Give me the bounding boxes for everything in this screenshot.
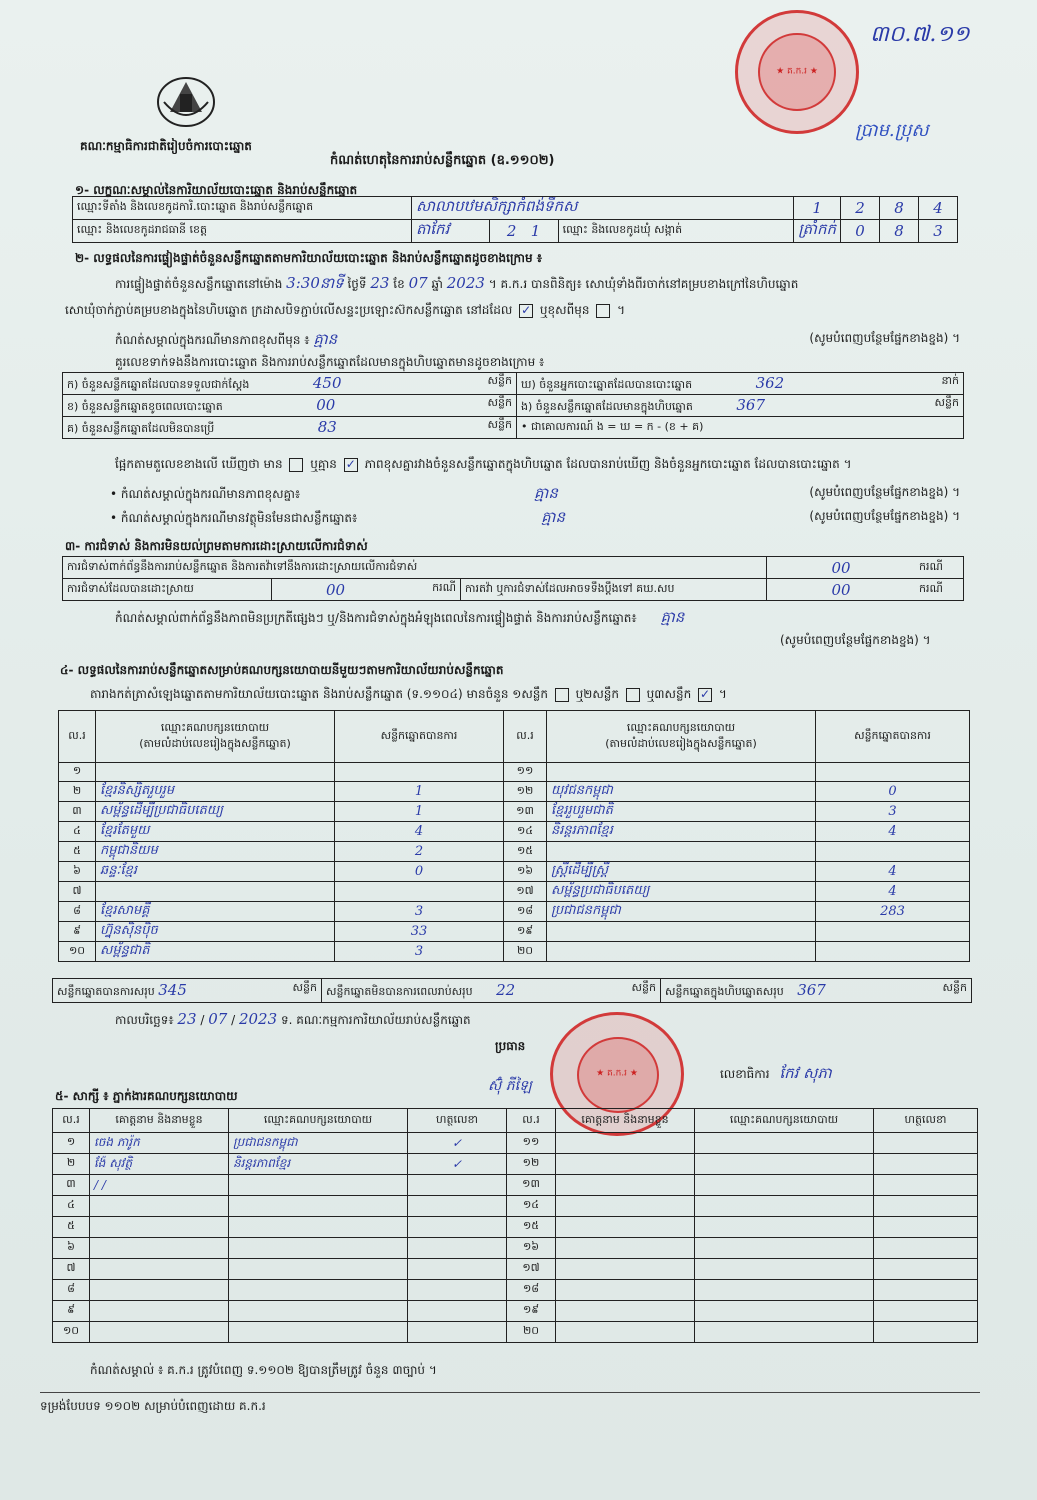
- result-votes: 0: [816, 782, 970, 802]
- witness-no: ៩: [53, 1301, 90, 1322]
- secretary: លេខាធិការ កែវ សុភា: [720, 1064, 832, 1082]
- s1-code-b3: 3: [919, 220, 958, 243]
- witness-party: [695, 1175, 874, 1196]
- s2-row-d: ឃ) ចំនួនអ្នកបោះឆ្នោតដែលបានបោះឆ្នោត 362 នាក់: [517, 373, 964, 395]
- result-votes: 3: [816, 802, 970, 822]
- witness-name: [90, 1259, 229, 1280]
- witness-name: ង៉ែ សុវត្ថិ: [90, 1154, 229, 1175]
- witness-no: ៥: [53, 1217, 90, 1238]
- result-no: ១: [59, 763, 96, 782]
- witness-signature: [874, 1133, 978, 1154]
- witness-signature: [874, 1301, 978, 1322]
- col-no: ល.រ: [59, 711, 96, 763]
- unchanged-checkbox[interactable]: ✓: [521, 302, 532, 317]
- result-votes: 0: [335, 862, 504, 882]
- result-votes: [816, 922, 970, 942]
- result-no: ៤: [59, 822, 96, 842]
- witness-signature: ✓: [408, 1133, 507, 1154]
- result-votes: 3: [335, 902, 504, 922]
- result-row: [59, 842, 970, 862]
- result-party: និរន្តរភាពខ្មែរ: [547, 822, 816, 842]
- witness-name: [556, 1154, 695, 1175]
- witness-name: [90, 1238, 229, 1259]
- witness-no: ៨: [53, 1280, 90, 1301]
- w-col-no-2: ល.រ: [507, 1109, 556, 1133]
- witness-name: [90, 1301, 229, 1322]
- result-party: ប្រជាជនកម្ពុជា: [547, 902, 816, 922]
- witness-signature: [874, 1322, 978, 1343]
- stamp-note: ប្រាម.ប្រុស: [855, 120, 929, 141]
- s2-row-a: ក) ចំនួនសន្លឹកឆ្នោតដែលបានទទួលជាក់ស្តែង 450 សន្លឹក: [63, 373, 517, 395]
- witness-no: ១: [53, 1133, 90, 1154]
- witness-row: [53, 1133, 978, 1154]
- witness-row: [53, 1154, 978, 1175]
- witness-row: [53, 1238, 978, 1259]
- witness-signature: [874, 1280, 978, 1301]
- witness-party: [695, 1154, 874, 1175]
- diff-no-checkbox[interactable]: ✓: [345, 456, 356, 471]
- witness-party: [695, 1217, 874, 1238]
- section1-title: ១- លក្ខណៈសម្គាល់នៃការិយាល័យបោះឆ្នោត និងរាប់សន្លឹកឆ្នោត: [75, 183, 358, 197]
- sheet3-checkbox[interactable]: ✓: [700, 686, 711, 701]
- s3-row1-value: 00: [767, 557, 916, 579]
- section3-title: ៣- ការជំទាស់ និងការមិនយល់ព្រមតាមការដោះស្រាយលើការជំទាស់: [65, 539, 368, 553]
- result-row: [59, 802, 970, 822]
- witness-row: [53, 1280, 978, 1301]
- witness-no: ១៦: [507, 1238, 556, 1259]
- witness-party: [229, 1280, 408, 1301]
- section4-title: ៤- លទ្ធផលនៃការរាប់សន្លឹកឆ្នោតសម្រាប់គណបក្សនយោបាយនីមួយៗតាមការិយាល័យរាប់សន្លឹកឆ្នោត: [60, 663, 504, 677]
- witness-name: [556, 1196, 695, 1217]
- stamp-date: ៣០.៧.១១: [870, 22, 970, 47]
- witness-name: ចេង ភារ៉ូក: [90, 1133, 229, 1154]
- witness-party: [229, 1175, 408, 1196]
- witness-signature: [408, 1280, 507, 1301]
- results-table: [58, 710, 970, 962]
- s1-code-3: 8: [880, 197, 919, 220]
- witness-no: ១២: [507, 1154, 556, 1175]
- witness-row: [53, 1196, 978, 1217]
- form-title: កំណត់ហេតុនៃការរាប់សន្លឹកឆ្នោត (ឧ.១១០២): [330, 153, 555, 168]
- result-row: [59, 882, 970, 902]
- result-party: សម្ព័ន្ធជាតិ: [96, 942, 335, 962]
- witness-signature: [408, 1301, 507, 1322]
- s1-code-2: 2: [841, 197, 880, 220]
- witness-party: [229, 1259, 408, 1280]
- witness-signature: [874, 1238, 978, 1259]
- s2-row-e: ង) ចំនួនសន្លឹកឆ្នោតដែលមានក្នុងហិបឆ្នោត 367 សន្លឹក: [517, 395, 964, 417]
- result-party: ហ្វ៊ុនស៊ិនប៉ិច: [96, 922, 335, 942]
- s3-row1-unit: ករណី: [915, 557, 964, 579]
- s1-row2-value: តាកែវ: [412, 220, 490, 243]
- witness-name: [556, 1217, 695, 1238]
- result-no: ១១: [504, 763, 547, 782]
- result-no: ៥: [59, 842, 96, 862]
- s1-row2-value-b: ត្រាំកក់: [794, 220, 841, 243]
- s3-table: [62, 556, 964, 601]
- result-votes: [816, 842, 970, 862]
- s2-line2: សោឃុំចាក់ភ្ជាប់គម្របខាងក្នុងនៃហិបឆ្នោត ក្រដាសបិទភ្ជាប់លើសន្ទះប្រឡោះស៊កសន្លឹកឆ្នោត នៅដដែល ✓ ឬខុសពីមុន ។: [65, 302, 626, 317]
- result-party: យុវជនកម្ពុជា: [547, 782, 816, 802]
- witness-signature: [408, 1322, 507, 1343]
- s4-intro: តារាងកត់ត្រាសំឡេងឆ្នោតតាមការិយាល័យបោះឆ្នោត និងរាប់សន្លឹកឆ្នោត (ទ.១១០៤) មានចំនួន ១សន្លឹក ឬ២សន្លឹក ឬ៣សន្លឹក ✓ ។: [90, 686, 727, 701]
- result-votes: [335, 763, 504, 782]
- s1-code-b1: 0: [841, 220, 880, 243]
- s2-line1: ការផ្ទៀងផ្ទាត់ចំនួនសន្លឹកឆ្នោតនៅម៉ោង 3:30នាទី ថ្ងៃទី 23 ខែ 07 ឆ្នាំ 2023 ។ គ.ក.រ បានពិនិត្យ៖ សោឃុំទាំងពីរចាក់នៅគម្របខាងក្រៅនៃហិបឆ្នោត: [115, 274, 799, 292]
- witness-party: [229, 1217, 408, 1238]
- result-no: ១៦: [504, 862, 547, 882]
- witness-row: [53, 1217, 978, 1238]
- witness-name: [556, 1322, 695, 1343]
- witness-name: [556, 1259, 695, 1280]
- s3-row2-value-b: 00: [767, 579, 916, 601]
- result-party: ខ្មែរនិស្សិតរួបរួម: [96, 782, 335, 802]
- w-col-name-2: គោត្តនាម និងនាមខ្លួន: [556, 1109, 695, 1133]
- result-party: [547, 763, 816, 782]
- result-votes: 3: [335, 942, 504, 962]
- witness-party: និរន្តរភាពខ្មែរ: [229, 1154, 408, 1175]
- witness-no: ៤: [53, 1196, 90, 1217]
- witness-no: ១០: [53, 1322, 90, 1343]
- witness-signature: [408, 1259, 507, 1280]
- result-no: ១៧: [504, 882, 547, 902]
- result-votes: [335, 882, 504, 902]
- witness-no: ១៥: [507, 1217, 556, 1238]
- witness-party: [695, 1196, 874, 1217]
- totals-table: [52, 978, 972, 1003]
- s2-bullet2: • កំណត់សម្គាល់ក្នុងករណីមានវត្ថុមិនមែនជាសន្លឹកឆ្នោត៖ គ្មាន (សូមបំពេញបន្ថែមផ្នែកខាងខ្នង) ។: [110, 508, 960, 526]
- result-no: ២០: [504, 942, 547, 962]
- witness-name: [556, 1175, 695, 1196]
- result-party: [547, 942, 816, 962]
- s2-note: កំណត់សម្គាល់ក្នុងករណីមានភាពខុសពីមុន ៖ គ្មាន (សូមបំពេញបន្ថែមផ្នែកខាងខ្នង) ។: [115, 330, 960, 348]
- result-party: ឆន្ទៈខ្មែរ: [96, 862, 335, 882]
- president-label: ប្រធាន: [495, 1039, 526, 1053]
- s5-note: កំណត់សម្គាល់ ៖ គ.ក.រ ត្រូវបំពេញ ទ.១១០២ ឱ្យបានត្រឹមត្រូវ ចំនួន ៣ច្បាប់ ។: [90, 1363, 437, 1377]
- committee-seal-icon: ★ គ.ក.រ ★: [550, 1012, 684, 1136]
- s4-date: កាលបរិច្ឆេទ៖ 23 / 07 / 2023 ទ. គណៈកម្មការការិយាល័យរាប់សន្លឹកឆ្នោត: [115, 1010, 471, 1028]
- witness-party: [229, 1301, 408, 1322]
- witness-party: [229, 1238, 408, 1259]
- w-col-sign-2: ហត្ថលេខា: [874, 1109, 978, 1133]
- result-party: [547, 842, 816, 862]
- s3-row2-unit-b: ករណី: [915, 579, 964, 601]
- witness-signature: [874, 1175, 978, 1196]
- footer-text: ទម្រង់បែបបទ ១១០២ សម្រាប់បំពេញដោយ គ.ក.រ: [40, 1399, 266, 1413]
- result-no: ១៩: [504, 922, 547, 942]
- result-party: [96, 763, 335, 782]
- witness-party: [695, 1238, 874, 1259]
- result-votes: 4: [816, 882, 970, 902]
- result-votes: 1: [335, 782, 504, 802]
- result-no: ១៣: [504, 802, 547, 822]
- result-party: ស្ត្រីដើម្បីស្ត្រី: [547, 862, 816, 882]
- witness-name: [90, 1196, 229, 1217]
- result-votes: 4: [816, 822, 970, 842]
- result-votes: 1: [335, 802, 504, 822]
- s3-row2-value-cell: 00 ករណី: [272, 579, 461, 601]
- witness-no: ២: [53, 1154, 90, 1175]
- witness-name: / /: [90, 1175, 229, 1196]
- witness-no: ១៩: [507, 1301, 556, 1322]
- witness-name: [556, 1280, 695, 1301]
- witness-row: [53, 1259, 978, 1280]
- col-party: ឈ្មោះគណបក្សនយោបាយ (តាមលំដាប់លេខរៀងក្នុងសន្លឹកឆ្នោត): [96, 711, 335, 763]
- s3-hint: (សូមបំពេញបន្ថែមផ្នែកខាងខ្នង) ។: [780, 633, 931, 647]
- witness-signature: [874, 1154, 978, 1175]
- result-no: ១៨: [504, 902, 547, 922]
- col-party-2: ឈ្មោះគណបក្សនយោបាយ (តាមលំដាប់លេខរៀងក្នុងសន្លឹកឆ្នោត): [547, 711, 816, 763]
- result-party: [96, 882, 335, 902]
- result-row: [59, 942, 970, 962]
- result-row: [59, 862, 970, 882]
- s1-row2-label: ឈ្មោះ និងលេខកូដរាជធានី ខេត្ត: [73, 220, 412, 243]
- w-col-sign: ហត្ថលេខា: [408, 1109, 507, 1133]
- result-party: ខ្មែរតែមួយ: [96, 822, 335, 842]
- s3-note: កំណត់សម្គាល់ពាក់ព័ន្ធនឹងភាពមិនប្រក្រតីផ្សេងៗ ឬ/និងការជំទាស់ក្នុងអំឡុងពេលនៃការផ្ទៀងផ្ទាត់ និងការរាប់សន្លឹកឆ្នោត៖ គ្មាន: [115, 608, 685, 626]
- result-party: សម្ព័ន្ធដើម្បីប្រជាធិបតេយ្យ: [96, 802, 335, 822]
- w-col-no: ល.រ: [53, 1109, 90, 1133]
- witness-row: [53, 1175, 978, 1196]
- changed-checkbox[interactable]: [596, 304, 610, 318]
- result-party: សម្ព័ន្ធប្រជាធិបតេយ្យ: [547, 882, 816, 902]
- s2-row-formula: • ជាគោលការណ៍ ង = ឃ = ក - (ខ + គ): [517, 417, 964, 439]
- result-no: ៩: [59, 922, 96, 942]
- witness-row: [53, 1322, 978, 1343]
- witness-party: [695, 1280, 874, 1301]
- sheet1-checkbox[interactable]: [555, 688, 569, 702]
- result-votes: [816, 942, 970, 962]
- witness-no: ១៣: [507, 1175, 556, 1196]
- col-no-2: ល.រ: [504, 711, 547, 763]
- witness-signature: [408, 1175, 507, 1196]
- sheet2-checkbox[interactable]: [626, 688, 640, 702]
- s2-row-c: គ) ចំនួនសន្លឹកឆ្នោតដែលមិនបានប្រើ 83 សន្លឹក: [63, 417, 517, 439]
- s2-diff-line: ផ្អែកតាមតួលេខខាងលើ ឃើញថា មាន ឬគ្មាន ✓ ភាពខុសគ្នារវាងចំនួនសន្លឹកឆ្នោតក្នុងហិបឆ្នោត ដែលបានរាប់ឃើញ និងចំនួនអ្នកបោះឆ្នោត ដែលបានបោះឆ្នោត ។: [115, 456, 852, 471]
- s2-row-b: ខ) ចំនួនសន្លឹកឆ្នោតខូចពេលបោះឆ្នោត 00 សន្លឹក: [63, 395, 517, 417]
- witness-party: [695, 1322, 874, 1343]
- result-row: [59, 763, 970, 782]
- s3-row2-label: ការជំទាស់ដែលបានដោះស្រាយ: [63, 579, 272, 601]
- org-name: គណៈកម្មាធិការជាតិរៀបចំការបោះឆ្នោត: [80, 139, 252, 153]
- witness-name: [90, 1280, 229, 1301]
- s1-code-b2: 8: [880, 220, 919, 243]
- witness-party: [229, 1322, 408, 1343]
- diff-yes-checkbox[interactable]: [289, 458, 303, 472]
- result-party: កម្ពុជានិយម: [96, 842, 335, 862]
- witness-name: [556, 1238, 695, 1259]
- w-col-name: គោត្តនាម និងនាមខ្លួន: [90, 1109, 229, 1133]
- result-no: ៣: [59, 802, 96, 822]
- witness-party: [695, 1259, 874, 1280]
- witness-name: [90, 1217, 229, 1238]
- witness-signature: [408, 1217, 507, 1238]
- witness-name: [90, 1322, 229, 1343]
- witness-no: ១៤: [507, 1196, 556, 1217]
- s3-row1-label: ការជំទាស់ពាក់ព័ន្ធនឹងការរាប់សន្លឹកឆ្នោត និងការតវ៉ាទៅនឹងការដោះស្រាយលើការជំទាស់: [63, 557, 767, 579]
- footer-rule: [40, 1392, 980, 1393]
- result-votes: [816, 763, 970, 782]
- result-row: [59, 922, 970, 942]
- witness-no: ១១: [507, 1133, 556, 1154]
- witness-no: ៣: [53, 1175, 90, 1196]
- w-col-party: ឈ្មោះគណបក្សនយោបាយ: [229, 1109, 408, 1133]
- witness-signature: [874, 1196, 978, 1217]
- result-no: ១៥: [504, 842, 547, 862]
- result-row: [59, 822, 970, 842]
- witness-signature: ✓: [408, 1154, 507, 1175]
- result-votes: 283: [816, 902, 970, 922]
- result-no: ២: [59, 782, 96, 802]
- s1-row1-value: សាលាបឋមសិក្សាកំពង់ទឹកស: [412, 197, 794, 220]
- witness-party: [695, 1301, 874, 1322]
- s2-bullet1: • កំណត់សម្គាល់ក្នុងករណីមានភាពខុសគ្នា៖ គ្មាន (សូមបំពេញបន្ថែមផ្នែកខាងខ្នង) ។: [110, 484, 960, 502]
- total-valid: សន្លឹកឆ្នោតបានការសរុប 345 សន្លឹក: [53, 979, 322, 1003]
- angkor-emblem-icon: [150, 72, 222, 130]
- witness-no: ៧: [53, 1259, 90, 1280]
- s1-code-1: 1: [794, 197, 841, 220]
- total-invalid: សន្លឹកឆ្នោតមិនបានការពេលរាប់សរុប 22 សន្លឹក: [322, 979, 661, 1003]
- result-votes: 4: [335, 822, 504, 842]
- s2-count-table: [62, 372, 964, 439]
- s2-count-intro: គួរលេខទាក់ទងនឹងការបោះឆ្នោត និងការរាប់សន្លឹកឆ្នោតដែលមានក្នុងហិបឆ្នោតមានដូចខាងក្រោម ៖: [115, 355, 545, 369]
- result-row: [59, 902, 970, 922]
- s1-row2-label-b: ឈ្មោះ និងលេខកូដឃុំ សង្កាត់: [558, 220, 794, 243]
- president-signature: ស៊ុំ ភីឡៃ: [488, 1078, 532, 1094]
- witness-signature: [874, 1259, 978, 1280]
- witness-no: ៦: [53, 1238, 90, 1259]
- witness-name: [556, 1133, 695, 1154]
- official-seal-icon: ★ គ.ក.រ ★: [735, 10, 859, 134]
- result-votes: 33: [335, 922, 504, 942]
- result-party: [547, 922, 816, 942]
- s1-code-4: 4: [919, 197, 958, 220]
- witness-party: [229, 1196, 408, 1217]
- witness-no: ១៨: [507, 1280, 556, 1301]
- result-no: ៨: [59, 902, 96, 922]
- witness-table: [52, 1108, 978, 1343]
- s1-row2-code: 2 1: [489, 220, 558, 243]
- section5-title: ៥- សាក្សី ៖ ភ្នាក់ងារគណបក្សនយោបាយ: [55, 1089, 238, 1103]
- result-party: ខ្មែរសាមគ្គី: [96, 902, 335, 922]
- section1-table: [72, 196, 958, 243]
- witness-signature: [874, 1217, 978, 1238]
- witness-row: [53, 1301, 978, 1322]
- witness-name: [556, 1301, 695, 1322]
- result-party: ខ្មែររួបរួមជាតិ: [547, 802, 816, 822]
- result-no: ១០: [59, 942, 96, 962]
- result-votes: 4: [816, 862, 970, 882]
- result-no: ៦: [59, 862, 96, 882]
- witness-party: ប្រជាជនកម្ពុជា: [229, 1133, 408, 1154]
- col-votes-2: សន្លឹកឆ្នោតបានការ: [816, 711, 970, 763]
- result-no: ១៤: [504, 822, 547, 842]
- total-box: សន្លឹកឆ្នោតក្នុងហិបឆ្នោតសរុប 367 សន្លឹក: [661, 979, 972, 1003]
- result-row: [59, 782, 970, 802]
- witness-no: ២០: [507, 1322, 556, 1343]
- result-no: ៧: [59, 882, 96, 902]
- result-no: ១២: [504, 782, 547, 802]
- s3-row2-label-b: ការតវ៉ា ឬការជំទាស់ដែលអាចទទឹងប្តឹងទៅ គឃ.សប: [461, 579, 767, 601]
- witness-signature: [408, 1238, 507, 1259]
- s1-row1-label: ឈ្មោះទីតាំង និងលេខកូដការិ.បោះឆ្នោត និងរាប់សន្លឹកឆ្នោត: [73, 197, 412, 220]
- section2-title: ២- លទ្ធផលនៃការផ្ទៀងផ្ទាត់ចំនួនសន្លឹកឆ្នោតតាមការិយាល័យបោះឆ្នោត និងរាប់សន្លឹកឆ្នោតដូចខាងក្រោម ៖: [75, 251, 543, 265]
- witness-signature: [408, 1196, 507, 1217]
- witness-no: ១៧: [507, 1259, 556, 1280]
- col-votes: សន្លឹកឆ្នោតបានការ: [335, 711, 504, 763]
- w-col-party-2: ឈ្មោះគណបក្សនយោបាយ: [695, 1109, 874, 1133]
- result-votes: 2: [335, 842, 504, 862]
- witness-party: [695, 1133, 874, 1154]
